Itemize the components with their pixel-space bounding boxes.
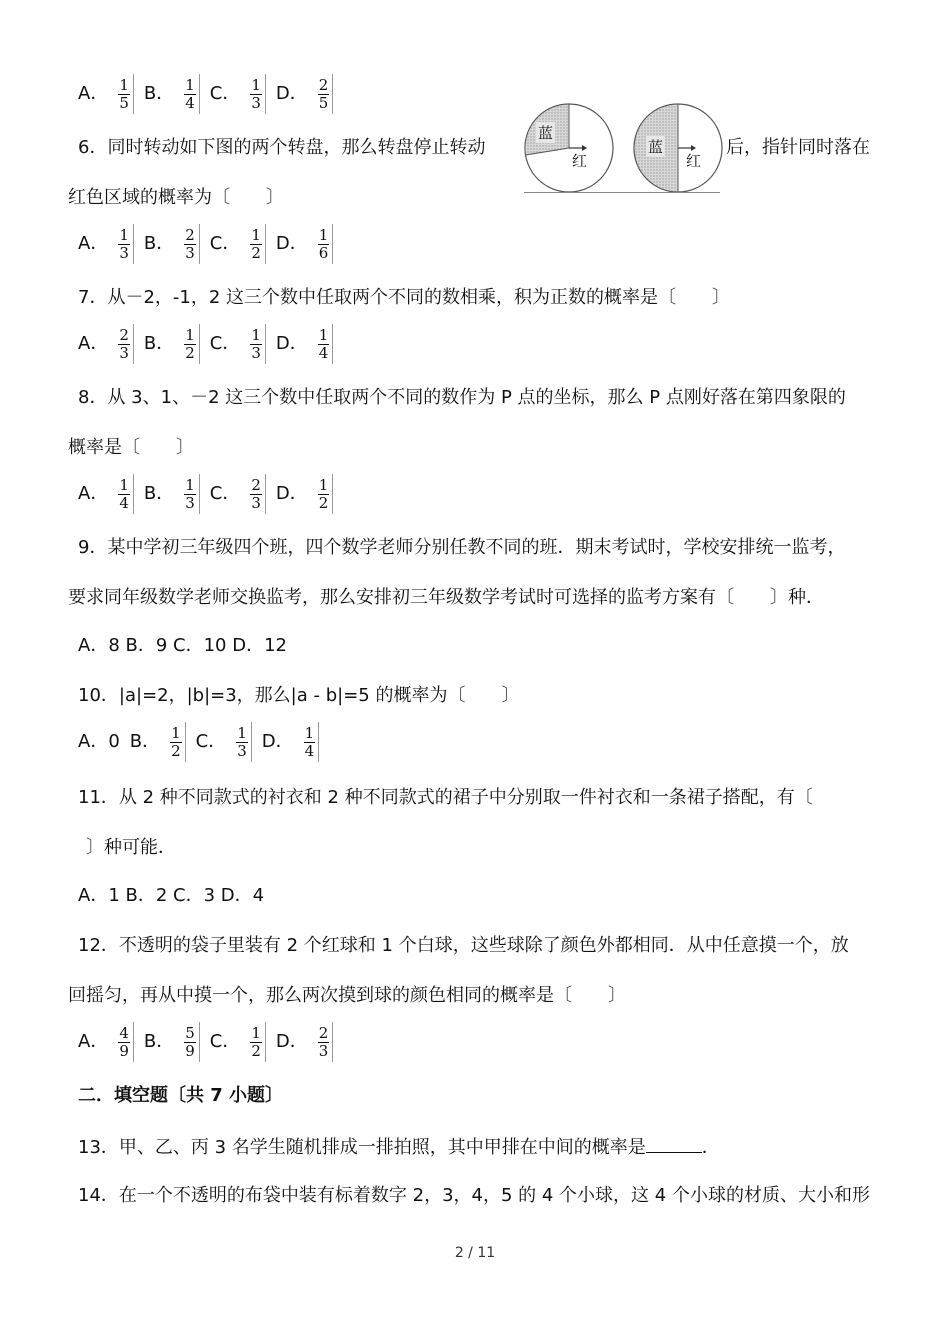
q5-options [78, 74, 343, 114]
numerator: 2 [318, 75, 329, 94]
numerator: 1 [185, 475, 195, 494]
fraction [182, 74, 200, 114]
fraction [248, 474, 266, 514]
q13-answer-blank [646, 1134, 702, 1153]
fraction [248, 1022, 266, 1062]
q5-option-d [276, 74, 333, 114]
q6-option-d [276, 224, 333, 264]
q12-option-d [276, 1022, 333, 1062]
numerator: 1 [185, 325, 195, 344]
numerator: 1 [251, 325, 261, 344]
q10-line1: 10．|a|=2，|b|=3，那么|a - b|=5 的概率为〔 〕 [78, 685, 520, 706]
numerator: 2 [119, 325, 129, 344]
fraction [302, 722, 320, 762]
denominator: 3 [318, 1041, 329, 1060]
left-red-label: 红 [572, 152, 588, 170]
q10-options [78, 722, 329, 762]
page-number: 2 / 11 [454, 1245, 496, 1261]
q8-option-a [78, 474, 134, 514]
q12-option-a [78, 1022, 134, 1062]
denominator: 3 [237, 741, 247, 760]
q9-options: A．8 B．9 C．10 D．12 [78, 635, 287, 656]
denominator: 4 [318, 343, 329, 362]
numerator: 1 [251, 75, 261, 94]
option-letter: A． [78, 1031, 109, 1052]
denominator: 3 [119, 343, 129, 362]
q7-line1: 7．从－2，-1，2 这三个数中任取两个不同的数相乘，积为正数的概率是〔 〕 [78, 287, 731, 308]
option-letter: D． [261, 731, 294, 752]
option-letter: C． [209, 483, 241, 504]
q10-option-c [196, 722, 252, 762]
numerator: 1 [237, 723, 247, 742]
fraction [182, 474, 200, 514]
fraction [116, 224, 134, 264]
q14-line1: 14．在一个不透明的布袋中装有标着数字 2，3，4，5 的 4 个小球，这 4 个小球的材质、大小和形 [78, 1185, 870, 1206]
option-letter: C． [209, 233, 241, 254]
q10-option-a: A．0 [78, 731, 120, 752]
q6-option-a [78, 224, 134, 264]
denominator: 2 [318, 493, 329, 512]
numerator: 1 [185, 75, 195, 94]
right-blue-label: 蓝 [648, 138, 664, 156]
q8-option-c [210, 474, 266, 514]
denominator: 2 [185, 343, 195, 362]
q8-option-d [276, 474, 333, 514]
q6-option-b [144, 224, 200, 264]
q13-line [78, 1134, 720, 1160]
q9-line2: 要求同年级数学老师交换监考，那么安排初三年级数学考试时可选择的监考方案有〔 〕种． [68, 587, 824, 608]
q11-options: A．1 B．2 C．3 D．4 [78, 885, 265, 906]
option-letter: A． [78, 483, 109, 504]
q8-line2: 概率是〔 〕 [68, 437, 194, 458]
fraction [316, 324, 334, 364]
denominator: 2 [171, 741, 181, 760]
q5-option-c [210, 74, 266, 114]
denominator: 3 [119, 243, 129, 262]
denominator: 3 [251, 493, 261, 512]
numerator: 1 [119, 75, 129, 94]
denominator: 3 [251, 93, 261, 112]
fraction [248, 324, 266, 364]
q6-options [78, 224, 343, 264]
option-letter: A． [78, 83, 109, 104]
denominator: 4 [185, 93, 195, 112]
option-letter: D． [275, 333, 308, 354]
q5-option-b [144, 74, 200, 114]
section-2-title: 二．填空题〔共 7 小题〕 [78, 1085, 284, 1106]
option-letter: B． [129, 731, 161, 752]
option-letter: C． [209, 83, 241, 104]
numerator: 5 [185, 1023, 195, 1042]
option-letter: C． [209, 1031, 241, 1052]
option-letter: B． [143, 333, 175, 354]
q12-options [78, 1022, 343, 1062]
fraction [168, 722, 186, 762]
q13-text: 13．甲、乙、丙 3 名学生随机排成一排拍照，其中甲排在中间的概率是 [78, 1137, 646, 1158]
q8-option-b [144, 474, 200, 514]
q11-line2: 〕种可能． [86, 837, 176, 858]
denominator: 3 [251, 343, 261, 362]
denominator: 2 [251, 243, 261, 262]
option-letter: D． [275, 483, 308, 504]
option-letter: A． [78, 233, 109, 254]
fraction [116, 1022, 134, 1062]
q6-line1-a: 6．同时转动如下图的两个转盘，那么转盘停止转动 [78, 137, 486, 158]
denominator: 4 [119, 493, 129, 512]
fraction [248, 74, 266, 114]
q6-line1-b: 后，指针同时落在 [726, 137, 870, 158]
q8-line1: 8．从 3、1、－2 这三个数中任取两个不同的数作为 P 点的坐标，那么 P 点刚好落在第四象限的 [78, 387, 846, 408]
fraction [234, 722, 252, 762]
option-letter: B． [143, 483, 175, 504]
numerator: 2 [318, 1023, 329, 1042]
option-letter: B． [143, 1031, 175, 1052]
q6-option-c [210, 224, 266, 264]
numerator: 1 [119, 225, 129, 244]
q12-option-b [144, 1022, 200, 1062]
q9-line1: 9．某中学初三年级四个班，四个数学老师分别任教不同的班．期末考试时，学校安排统一监考， [78, 537, 846, 558]
denominator: 5 [318, 93, 329, 112]
denominator: 3 [185, 493, 195, 512]
numerator: 1 [119, 475, 129, 494]
numerator: 1 [251, 225, 261, 244]
numerator: 4 [119, 1023, 129, 1042]
fraction [182, 1022, 200, 1062]
q10-option-b [130, 722, 186, 762]
q6-line2: 红色区域的概率为〔 〕 [68, 187, 284, 208]
option-letter: C． [209, 333, 241, 354]
fraction [182, 224, 200, 264]
denominator: 4 [304, 741, 315, 760]
fraction [116, 474, 134, 514]
q5-option-a [78, 74, 134, 114]
numerator: 1 [304, 723, 315, 742]
option-letter: D． [275, 1031, 308, 1052]
q10-option-d [262, 722, 319, 762]
denominator: 2 [251, 1041, 261, 1060]
q7-option-d [276, 324, 333, 364]
q6-line1 [78, 136, 485, 160]
fraction [248, 224, 266, 264]
option-letter: D． [275, 233, 308, 254]
q11-line1: 11．从 2 种不同款式的衬衣和 2 种不同款式的裙子中分别取一件衬衣和一条裙子搭配，有〔 [78, 787, 813, 808]
numerator: 1 [171, 723, 181, 742]
option-letter: A． [78, 333, 109, 354]
spinner-figure [524, 100, 724, 196]
q7-option-c [210, 324, 266, 364]
q8-options [78, 474, 343, 514]
numerator: 2 [185, 225, 195, 244]
q7-option-b [144, 324, 200, 364]
figure-frame [524, 100, 720, 193]
denominator: 9 [119, 1041, 129, 1060]
option-letter: D． [275, 83, 308, 104]
option-letter: B． [143, 233, 175, 254]
numerator: 1 [318, 325, 329, 344]
q7-options [78, 324, 343, 364]
option-letter: B． [143, 83, 175, 104]
fraction [182, 324, 200, 364]
left-blue-label: 蓝 [538, 124, 554, 142]
denominator: 3 [185, 243, 195, 262]
fraction [316, 1022, 334, 1062]
q7-option-a [78, 324, 134, 364]
numerator: 2 [251, 475, 261, 494]
q12-line2: 回摇匀，再从中摸一个，那么两次摸到球的颜色相同的概率是〔 〕 [68, 985, 626, 1006]
denominator: 6 [318, 243, 329, 262]
denominator: 5 [119, 93, 129, 112]
numerator: 1 [318, 475, 329, 494]
numerator: 1 [318, 225, 329, 244]
q12-line1: 12．不透明的袋子里装有 2 个红球和 1 个白球，这些球除了颜色外都相同．从中任意摸一个，放 [78, 935, 849, 956]
denominator: 9 [185, 1041, 195, 1060]
fraction [316, 74, 334, 114]
q12-option-c [210, 1022, 266, 1062]
fraction [116, 324, 134, 364]
option-letter: C． [195, 731, 227, 752]
q13-end: ． [701, 1137, 720, 1158]
fraction [316, 224, 334, 264]
numerator: 1 [251, 1023, 261, 1042]
fraction [316, 474, 334, 514]
fraction [116, 74, 134, 114]
right-red-label: 红 [686, 152, 702, 170]
